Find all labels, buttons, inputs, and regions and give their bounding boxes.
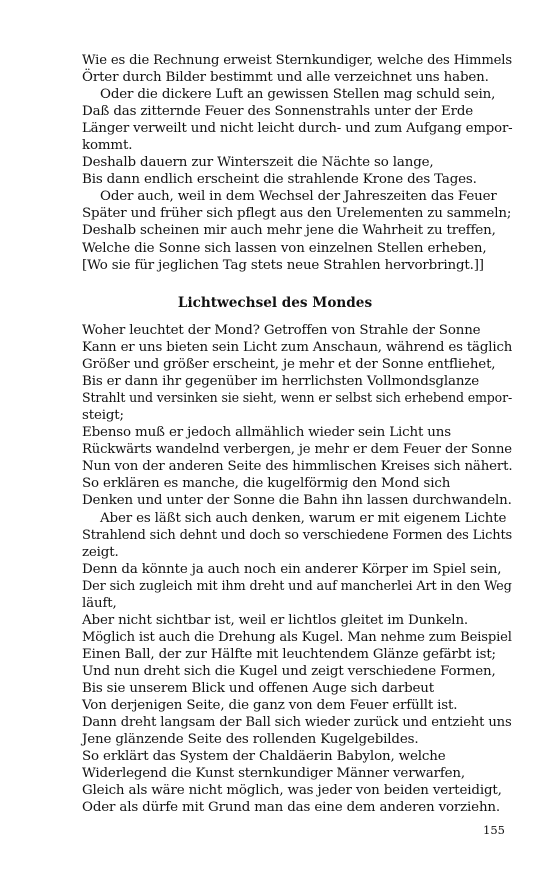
verse-line: Einen Ball, der zur Hälfte mit leuchtendem Glänze gefärbt ist; (82, 646, 496, 662)
verse-line: kommt. (82, 138, 133, 154)
verse-line: zeigt. (82, 544, 119, 560)
verse-line: Woher leuchtet der Mond? Getroffen von Strahle der Sonne (82, 323, 481, 338)
verse-line: Möglich ist auch die Drehung als Kugel. Man nehme zum Beispiel (82, 629, 512, 645)
verse-line: Der sich zugleich mit ihm dreht und auf mancherlei Art in den Weg (82, 578, 512, 594)
verse-line: [Wo sie für jeglichen Tag stets neue Strahlen hervorbringt.]] (82, 257, 484, 273)
verse-line: Bis sie unserem Blick und offenen Auge sich darbeut (82, 680, 434, 696)
verse-block-2 (82, 322, 512, 816)
verse-line: Dann dreht langsam der Ball sich wieder zurück und entzieht uns (82, 715, 512, 731)
section-heading: Lichtwechsel des Mondes (177, 295, 373, 311)
verse-line: Oder auch, weil in dem Wechsel der Jahreszeiten das Feuer (100, 189, 497, 205)
verse-line: Daß das zitternde Feuer des Sonnenstrahls unter der Erde (82, 104, 474, 120)
verse-line: Kann er uns bieten sein Licht zum Anschaun, während es täglich (82, 340, 513, 356)
verse-line: Deshalb scheinen mir auch mehr jene die Wahrheit zu treffen, (82, 223, 496, 239)
verse-line: So erklären es manche, die kugelförmig den Mond sich (82, 476, 451, 492)
verse-line: Oder als dürfe mit Grund man das eine dem anderen vorziehn. (82, 800, 501, 816)
verse-line: Nun von der anderen Seite des himmlischen Kreises sich nähert. (82, 459, 513, 475)
verse-line: Aber es läßt sich auch denken, warum er mit eigenem Lichte (100, 510, 507, 526)
verse-line: Gleich als wäre nicht möglich, was jeder von beiden verteidigt, (82, 783, 502, 799)
verse-line: Widerlegend die Kunst sternkundiger Männer verwarfen, (82, 766, 466, 782)
verse-line: Später und früher sich pflegt aus den Urelementen zu sammeln; (82, 206, 512, 222)
verse-line: Rückwärts wandelnd verbergen, je mehr er dem Feuer der Sonne (82, 442, 512, 458)
verse-line: Strahlend sich dehnt und doch so verschiedene Formen des Lichts (82, 527, 513, 543)
verse-line: Bis er dann ihr gegenüber im herrlichsten Vollmondsglanze (82, 374, 479, 390)
verse-line: Denn da könnte ja auch noch ein anderer Körper im Spiel sein, (82, 561, 502, 577)
verse-line: Örter durch Bilder bestimmt und alle verzeichnet uns haben. (82, 70, 489, 86)
verse-block-1 (82, 52, 512, 274)
verse-line: läuft, (82, 595, 117, 611)
verse-line: Wie es die Rechnung erweist Sternkundiger, welche des Himmels (82, 53, 512, 68)
verse-line: Strahlt und versinken sie sieht, wenn er selbst sich erhebend empor- (82, 391, 513, 407)
verse-line: Und nun dreht sich die Kugel und zeigt verschiedene Formen, (82, 663, 496, 679)
verse-line: Länger verweilt und nicht leicht durch- und zum Aufgang empor- (82, 121, 513, 137)
verse-line: Ebenso muß er jedoch allmählich wieder sein Licht uns (82, 425, 451, 441)
verse-line: Deshalb dauern zur Winterszeit die Nächte so lange, (82, 155, 434, 171)
verse-line: Oder die dickere Luft an gewissen Stellen mag schuld sein, (100, 87, 496, 103)
verse-line: steigt; (82, 408, 124, 424)
verse-line: Aber nicht sichtbar ist, weil er lichtlos gleitet im Dunkeln. (82, 612, 469, 628)
verse-line: Größer und größer erscheint, je mehr et der Sonne entfliehet, (82, 357, 496, 373)
verse-line: So erklärt das System der Chaldäerin Babylon, welche (82, 749, 446, 765)
page-number: 155 (483, 823, 505, 837)
verse-line: Bis dann endlich erscheint die strahlende Krone des Tages. (82, 172, 477, 188)
verse-line: Von derjenigen Seite, die ganz von dem Feuer erfüllt ist. (82, 698, 458, 714)
verse-line: Welche die Sonne sich lassen von einzelnen Stellen erheben, (82, 240, 487, 256)
verse-line: Jene glänzende Seite des rollenden Kugelgebildes. (82, 732, 419, 748)
verse-line: Denken und unter der Sonne die Bahn ihn lassen durchwandeln. (82, 493, 512, 509)
